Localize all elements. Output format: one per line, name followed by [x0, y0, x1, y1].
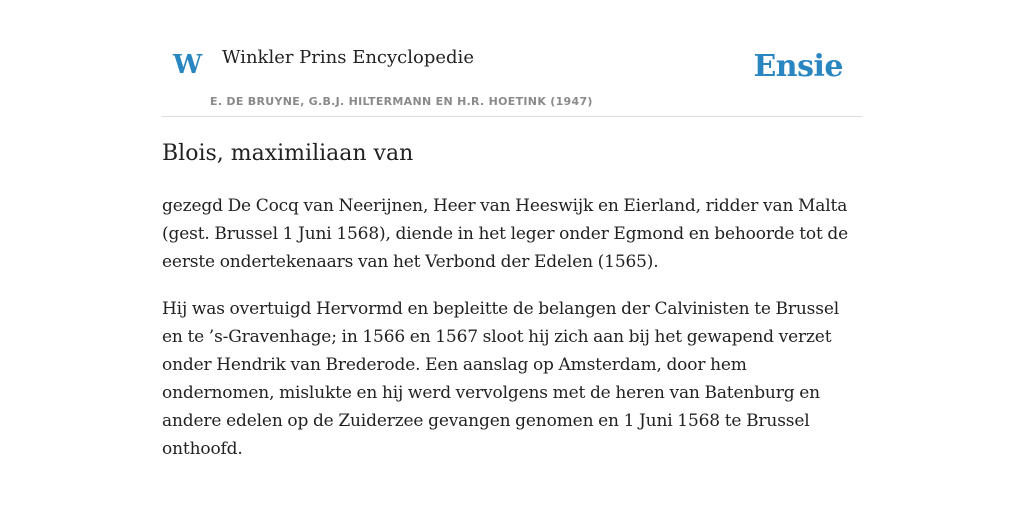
winkler-prins-logo[interactable]: W: [173, 50, 203, 80]
source-header: [162, 0, 862, 117]
source-title-link[interactable]: Winkler Prins Encyclopedie: [222, 47, 474, 68]
entry-title: Blois, maximiliaan van: [162, 141, 414, 166]
entry-paragraph: gezegd De Cocq van Neerijnen, Heer van Heeswijk en Eierland, ridder van Malta (gest. Brussel 1 Juni 1568), diende in het leger onder Egmond en behoorde tot de eerste ondertekenaars van het Verbond der Edelen (1565).: [162, 196, 849, 272]
source-authors: E. DE BRUYNE, G.B.J. HILTERMANN EN H.R. HOETINK (1947): [210, 95, 593, 108]
ensie-logo-link[interactable]: Ensie: [753, 49, 843, 84]
article-page: [162, 0, 862, 459]
entry-paragraph: Hij was overtuigd Hervormd en bepleitte de belangen der Calvinisten te Brussel en te ’s-Gravenhage; in 1566 en 1567 sloot hij zich aan bij het gewapend verzet onder Hendrik van Brederode. Een aanslag op Amsterdam, door hem ondernomen, mislukte en hij werd vervolgens met de heren van Batenburg en andere edelen op de Zuiderzee gevangen genomen en 1 Juni 1568 te Brussel onthoofd.: [162, 299, 840, 459]
entry-body: [162, 192, 862, 482]
